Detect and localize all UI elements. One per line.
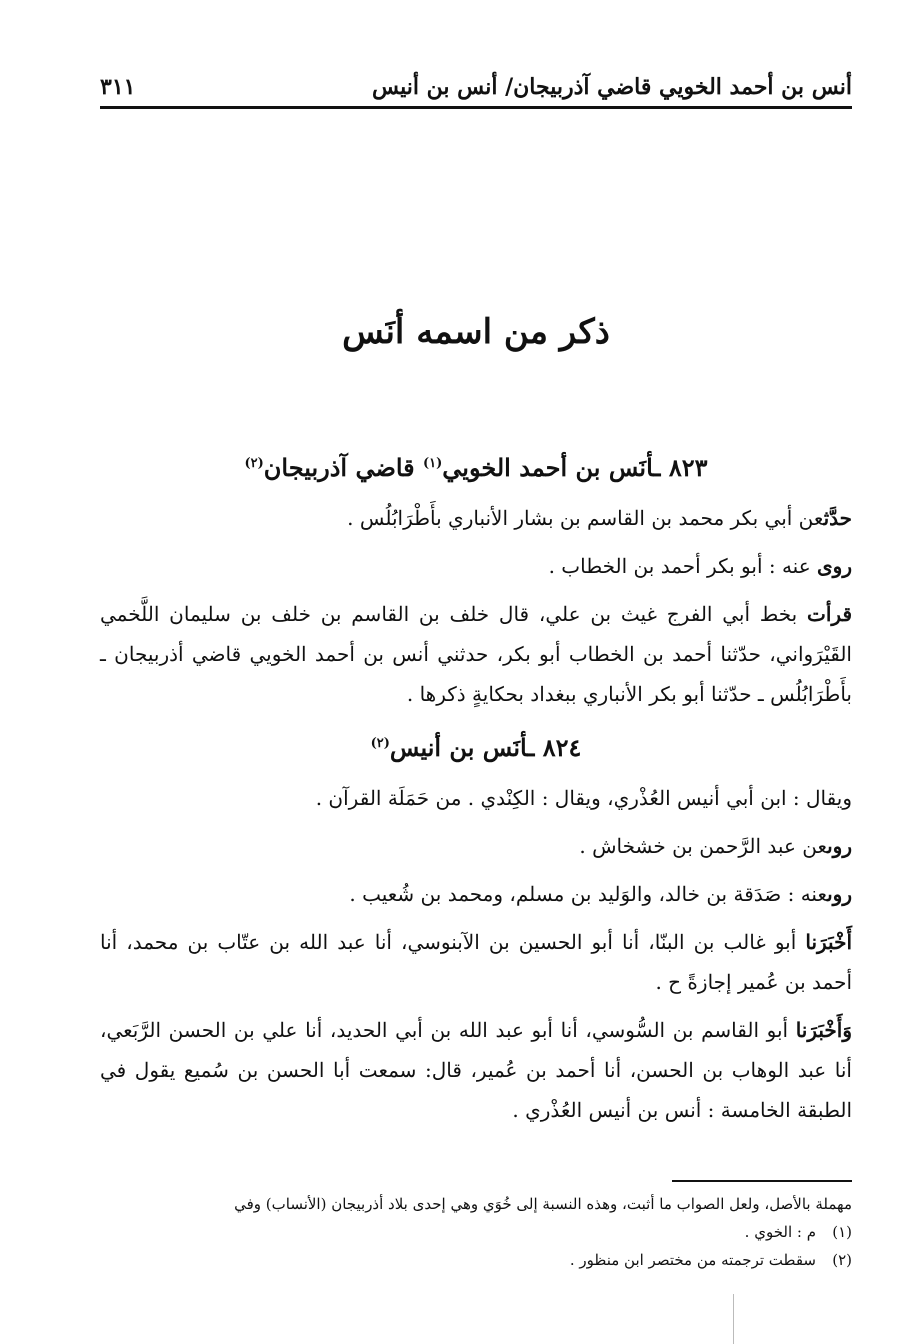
- entry-heading: [100, 718, 852, 774]
- footnote-text: مهملة بالأصل، ولعل الصواب ما أثبت، وهذه النسبة إلى خُوَي وهي إحدى بلاد أذربيجان (الأنساب) وفي: [234, 1195, 852, 1213]
- paragraph-text: عنه : صَدَقة بن خالد، والوَليد بن مسلم، ومحمد بن شُعيب .: [349, 882, 828, 906]
- header-rule: [100, 106, 852, 109]
- footnote-rule: [672, 1180, 852, 1182]
- paragraph-keyword: روى: [827, 882, 852, 906]
- paragraph-keyword: قرأت: [807, 602, 853, 626]
- paragraph-text: ويقال : ابن أبي أنيس العُذْري، ويقال : الكِنْدي . من حَمَلَة القرآن .: [315, 786, 852, 810]
- main-text: [100, 438, 852, 1138]
- footnotes: [100, 1190, 852, 1274]
- entry-paragraph: [100, 546, 852, 586]
- entry-name: أنَس بن أنيس: [389, 733, 528, 762]
- paragraph-text: أبو القاسم بن السُّوسي، أنا أبو عبد الله بن أبي الحديد، أنا علي بن الحسن الرَّبَعي، أنا عبد الوهاب بن الحسن، أنا أحمد بن عُمير، قال: سمعت أبا الحسن بن سُميع يقول في الطبقة الخامسة : أنس بن أنيس العُذْري .: [100, 1018, 852, 1122]
- entry-number: ٨٢٤: [542, 733, 582, 762]
- footnote-item: [100, 1218, 852, 1246]
- entry-paragraph: [100, 594, 852, 714]
- paragraph-keyword: روى: [817, 554, 852, 578]
- paragraph-text: بخط أبي الفرج غيث بن علي، قال خلف بن القاسم بن خلف بن سليمان اللَّخمي القَيْرَواني، حدّثنا أحمد بن الخطاب أبو بكر، حدثني أنس بن أحمد الخويي قاضي أذربيجان ـ بأَطْرَابُلُس ـ حدّثنا أبو بكر الأنباري ببغداد بحكايةٍ ذكرها .: [100, 602, 852, 706]
- entry-paragraph: [100, 498, 852, 538]
- paragraph-keyword: روى: [827, 834, 852, 858]
- footnote-number: (١): [832, 1223, 852, 1241]
- paragraph-keyword: حدَّث: [823, 506, 852, 530]
- footnote-item: [100, 1246, 852, 1274]
- chapter-title: ذكر من اسمه أنَس: [342, 312, 610, 352]
- entry-dash: ـ: [653, 453, 661, 482]
- entry-number: ٨٢٣: [668, 453, 708, 482]
- entry-heading: [100, 438, 852, 494]
- entry-paragraph: [100, 778, 852, 818]
- entry-dash: ـ: [527, 733, 535, 762]
- entry-paragraph: [100, 874, 852, 914]
- paragraph-text: عن عبد الرَّحمن بن خشخاش .: [579, 834, 828, 858]
- running-header: [100, 70, 852, 106]
- entry-paragraph: [100, 1010, 852, 1130]
- footnote-text: سقطت ترجمته من مختصر ابن منظور .: [569, 1251, 816, 1269]
- entry-suffix: قاضي آذربيجان: [263, 453, 415, 482]
- paragraph-text: أبو غالب بن البنّا، أنا أبو الحسين بن الآبنوسي، أنا عبد الله بن عتّاب بن محمد، أنا أحمد بن عُمير إجازةً ح .: [100, 930, 852, 994]
- footnote-item: [100, 1190, 852, 1218]
- paragraph-keyword: أَخْبَرَنا: [805, 930, 853, 954]
- running-title: أنس بن أحمد الخويي قاضي آذربيجان/ أنس بن أنيس: [372, 74, 852, 100]
- paragraph-text: عن أبي بكر محمد بن القاسم بن بشار الأنباري بأَطْرَابُلُس .: [347, 506, 824, 530]
- paragraph-text: عنه : أبو بكر أحمد بن الخطاب .: [548, 554, 811, 578]
- entry-name: أنَس بن أحمد الخويي: [442, 453, 654, 482]
- entry-paragraph: [100, 922, 852, 1002]
- footnote-ref[interactable]: (٢): [244, 456, 264, 471]
- paragraph-keyword: وَأَخْبَرَنا: [795, 1018, 852, 1042]
- entry-paragraph: [100, 826, 852, 866]
- page-number: ٣١١: [100, 74, 136, 100]
- footnote-number: (٢): [832, 1251, 852, 1269]
- footnote-text: م : الخوي .: [744, 1223, 816, 1241]
- scan-margin-line: [733, 1294, 734, 1344]
- footnote-ref[interactable]: (١): [422, 456, 443, 471]
- footnote-ref[interactable]: (٢): [370, 736, 390, 751]
